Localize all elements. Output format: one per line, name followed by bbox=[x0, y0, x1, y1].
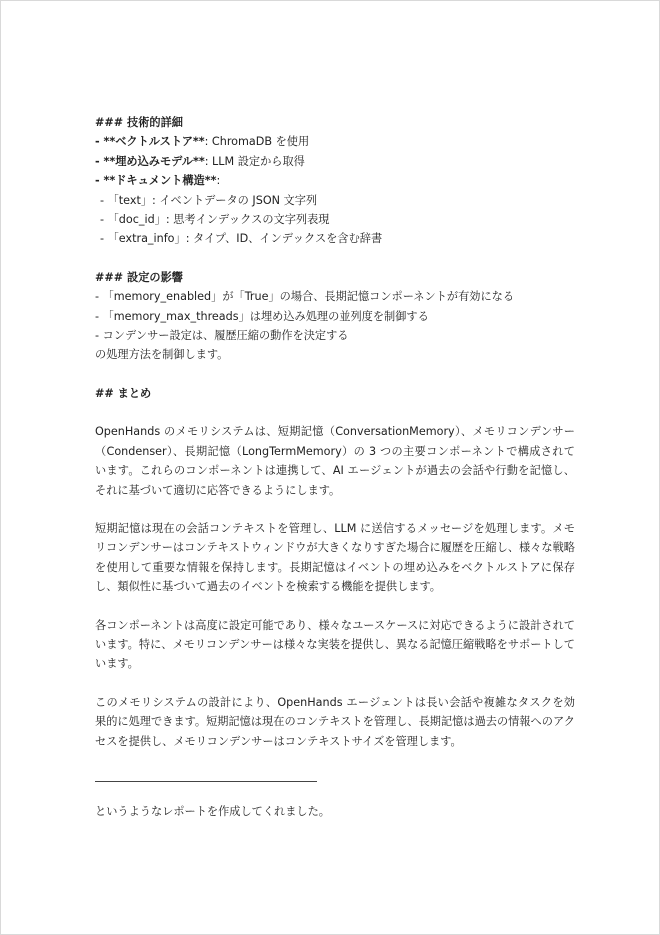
summary-paragraph: このメモリシステムの設計により、OpenHands エージェントは長い会話や複雑なタスクを効果的に処理できます。短期記憶は現在のコンテキストを管理し、長期記憶は過去の情報へのアクセスを提供し、メモリコンデンサーはコンテキストサイズを管理します。 bbox=[95, 695, 575, 748]
details-subitem: - 「doc_id」: 思考インデックスの文字列表現 bbox=[100, 213, 330, 227]
settings-item: - コンデンサー設定は、履歴圧縮の動作を決定する bbox=[95, 329, 349, 343]
summary-heading: ## まとめ bbox=[95, 386, 152, 400]
details-item-text: : bbox=[216, 174, 221, 188]
horizontal-divider bbox=[95, 781, 317, 782]
details-subitem: - 「extra_info」: タイプ、ID、インデックスを含む辞書 bbox=[100, 232, 383, 246]
details-item bbox=[95, 132, 575, 151]
details-item-term: - **埋め込みモデル** bbox=[95, 154, 205, 168]
settings-heading: ### 設定の影響 bbox=[95, 270, 183, 284]
document-body bbox=[95, 113, 575, 821]
details-item bbox=[95, 152, 575, 171]
settings-item: - 「memory_max_threads」は埋め込み処理の並列度を制御する bbox=[95, 309, 429, 323]
settings-item: の処理方法を制御します。 bbox=[95, 348, 229, 362]
details-item-text: : ChromaDB を使用 bbox=[204, 135, 310, 149]
details-item bbox=[95, 171, 575, 190]
details-item-term: - **ベクトルストア** bbox=[95, 135, 205, 149]
settings-item: - 「memory_enabled」が「True」の場合、長期記憶コンポーネントが有効になる bbox=[95, 290, 515, 304]
details-item-term: - **ドキュメント構造** bbox=[95, 174, 217, 188]
details-heading: ### 技術的詳細 bbox=[95, 116, 183, 129]
summary-paragraph: 短期記憶は現在の会話コンテキストを管理し、LLM に送信するメッセージを処理します。メモリコンデンサーはコンテキストウィンドウが大きくなりすぎた場合に履歴を圧縮し、様々な戦略を使用して重要な情報を保持します。長期記憶はイベントの埋め込みをベクトルストアに保存し、類似性に基づいて過去のイベントを検索する機能を提供します。 bbox=[95, 521, 575, 594]
summary-paragraph: 各コンポーネントは高度に設定可能であり、様々なユースケースに対応できるように設計されています。特に、メモリコンデンサーは様々な実装を提供し、異なる記憶圧縮戦略をサポートしています。 bbox=[95, 618, 575, 671]
footer-text: というようなレポートを作成してくれました。 bbox=[95, 804, 330, 818]
details-subitem: - 「text」: イベントデータの JSON 文字列 bbox=[100, 193, 318, 207]
summary-paragraph: OpenHands のメモリシステムは、短期記憶（ConversationMemory）、メモリコンデンサー（Condenser）、長期記憶（LongTermMemory）の 3 つの主要コンポーネントで構成されています。これらのコンポーネントは連携して、AI エージェントが過去の会話や行動を記憶し、それに基づいて適切に応答できるようにします。 bbox=[95, 425, 575, 497]
details-item-text: : LLM 設定から取得 bbox=[204, 154, 305, 168]
